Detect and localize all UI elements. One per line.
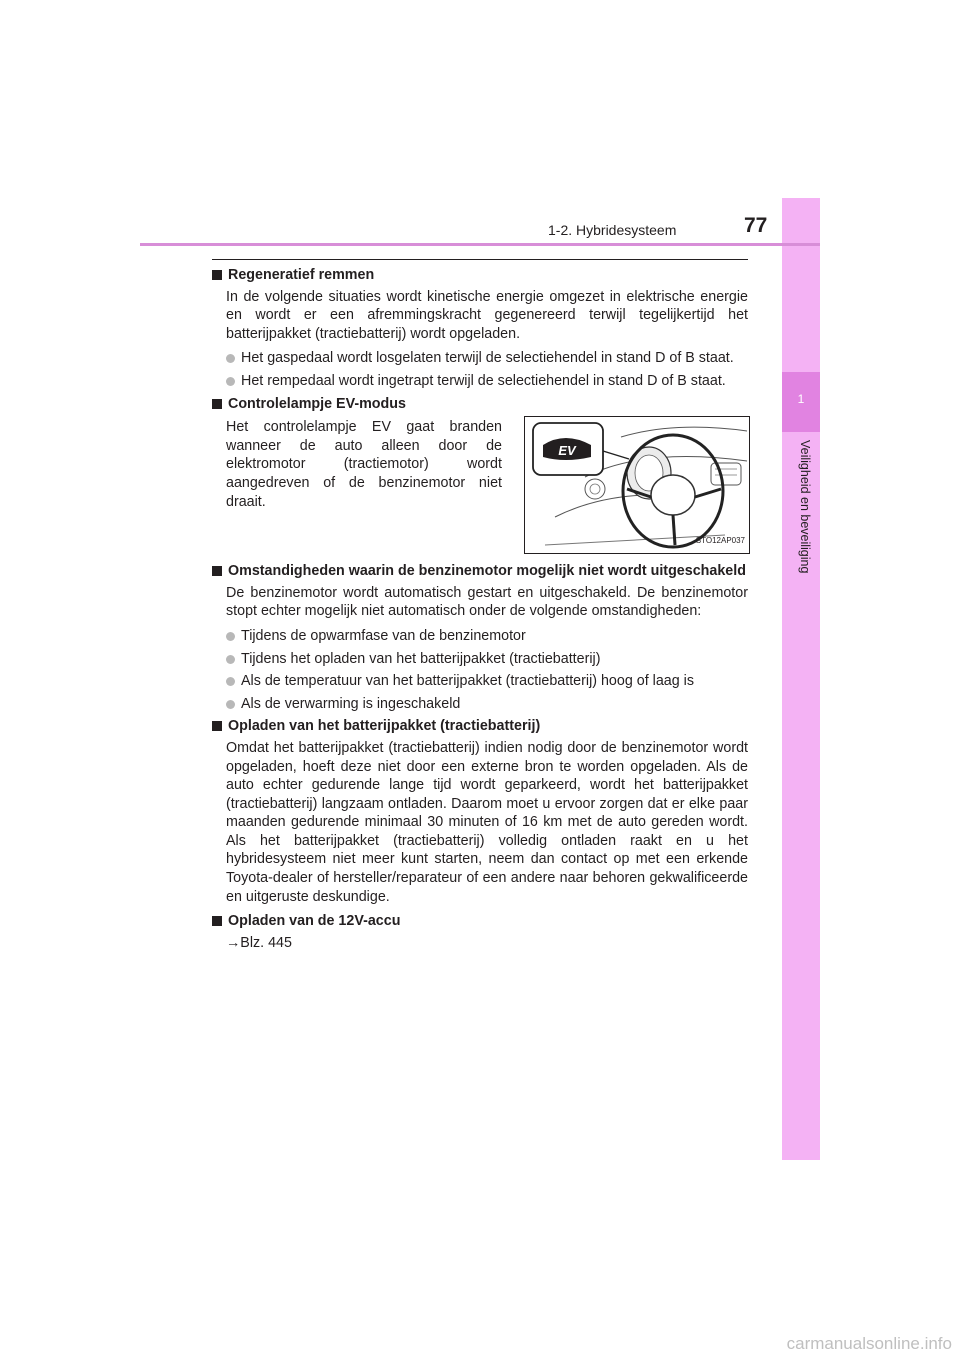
ev-indicator-icon: EV (558, 443, 576, 459)
section-header: 1-2. Hybridesysteem (548, 222, 677, 238)
page-content (212, 266, 748, 958)
heading-text: Controlelampje EV-modus (228, 395, 406, 412)
square-bullet-icon (212, 399, 222, 409)
square-bullet-icon (212, 566, 222, 576)
list-item-text: Als de verwarming is ingeschakeld (241, 695, 461, 712)
list-item (226, 672, 748, 691)
list-item-text: Het rempedaal wordt ingetrapt terwijl de selectiehendel in stand D of B staat. (241, 372, 726, 389)
square-bullet-icon (212, 916, 222, 926)
paragraph-engine: De benzinemotor wordt automatisch gestart en uitgeschakeld. De benzinemotor stopt echter mogelijk niet automatisch onder de volgende omstandigheden: (226, 584, 748, 620)
heading-opladen-12v-accu (212, 912, 748, 931)
square-bullet-icon (212, 721, 222, 731)
bullet-dot-icon (226, 700, 235, 709)
bullet-dot-icon (226, 677, 235, 686)
heading-opladen-tractiebatterij (212, 717, 748, 736)
header-rule (140, 243, 820, 246)
paragraph-charge: Omdat het batterijpakket (tractiebatterij) indien nodig door de benzinemotor wordt opgeladen, hoeft deze niet door een externe bron te worden opgeladen. Als de auto echter gedurende lange tijd wordt geparkeerd, wordt het batterijpakket (tractiebatterij) langzaam ontladen. Daarom moet u ervoor zorgen dat er elke paar maanden gedurende minimaal 30 minuten of 16 km met de auto gereden wordt. Als het batterijpakket (tractiebatterij) volledig ontladen raakt en u het hybridesysteem niet meer kunt starten, neem dan contact op met een erkende Toyota-dealer of hersteller/reparateur of een andere naar behoren gekwalificeerde en uitgeruste deskundige. (226, 739, 748, 905)
list-item (226, 695, 748, 714)
list-item-text: Als de temperatuur van het batterijpakket (tractiebatterij) hoog of laag is (241, 673, 694, 690)
chapter-label: Veiligheid en beveiliging (798, 440, 812, 574)
heading-text: Regeneratief remmen (228, 267, 375, 283)
list-item (226, 650, 748, 669)
list-item-text: Tijdens de opwarmfase van de benzinemotor (241, 627, 526, 644)
list-item-text: Tijdens het opladen van het batterijpakket (tractiebatterij) (241, 650, 601, 667)
paragraph-ev: Het controlelampje EV gaat branden wanneer de auto alleen door de elektromotor (tractiemotor) wordt aangedreven of de benzinemotor niet draait. (226, 419, 502, 510)
list-item (226, 627, 748, 646)
heading-text: Opladen van het batterijpakket (tractiebatterij) (228, 718, 541, 735)
paragraph-regen: In de volgende situaties wordt kinetische energie omgezet in elektrische energie en wordt er een afremmingskracht gegenereerd terwijl tegelijkertijd het batterijpakket (tractiebatterij) wordt opgeladen. (226, 288, 748, 342)
bullet-dot-icon (226, 354, 235, 363)
bullet-dot-icon (226, 655, 235, 664)
heading-text: Opladen van de 12V-accu (228, 913, 401, 930)
heading-regeneratief-remmen (212, 266, 748, 285)
heading-text: Omstandigheden waarin de benzinemotor mogelijk niet wordt uitgeschakeld (228, 563, 746, 580)
page-reference-link[interactable]: →Blz. 445 (226, 934, 292, 951)
heading-omstandigheden (212, 562, 748, 581)
bullet-dot-icon (226, 632, 235, 641)
ev-section-row (226, 416, 748, 554)
list-item-text: Het gaspedaal wordt losgelaten terwijl de selectiehendel in stand D of B staat. (241, 350, 734, 367)
figure-code: STO12AP037 (695, 535, 745, 545)
heading-ev-modus (212, 395, 748, 414)
watermark: carmanualsonline.info (786, 1334, 952, 1353)
dashboard-illustration (524, 416, 750, 554)
bullet-dot-icon (226, 377, 235, 386)
list-item (226, 349, 748, 368)
content-top-rule (212, 259, 748, 260)
page-number: 77 (744, 214, 768, 237)
list-item (226, 372, 748, 391)
chapter-side-tab (782, 198, 820, 1160)
chapter-number: 1 (797, 392, 805, 406)
square-bullet-icon (212, 270, 222, 280)
